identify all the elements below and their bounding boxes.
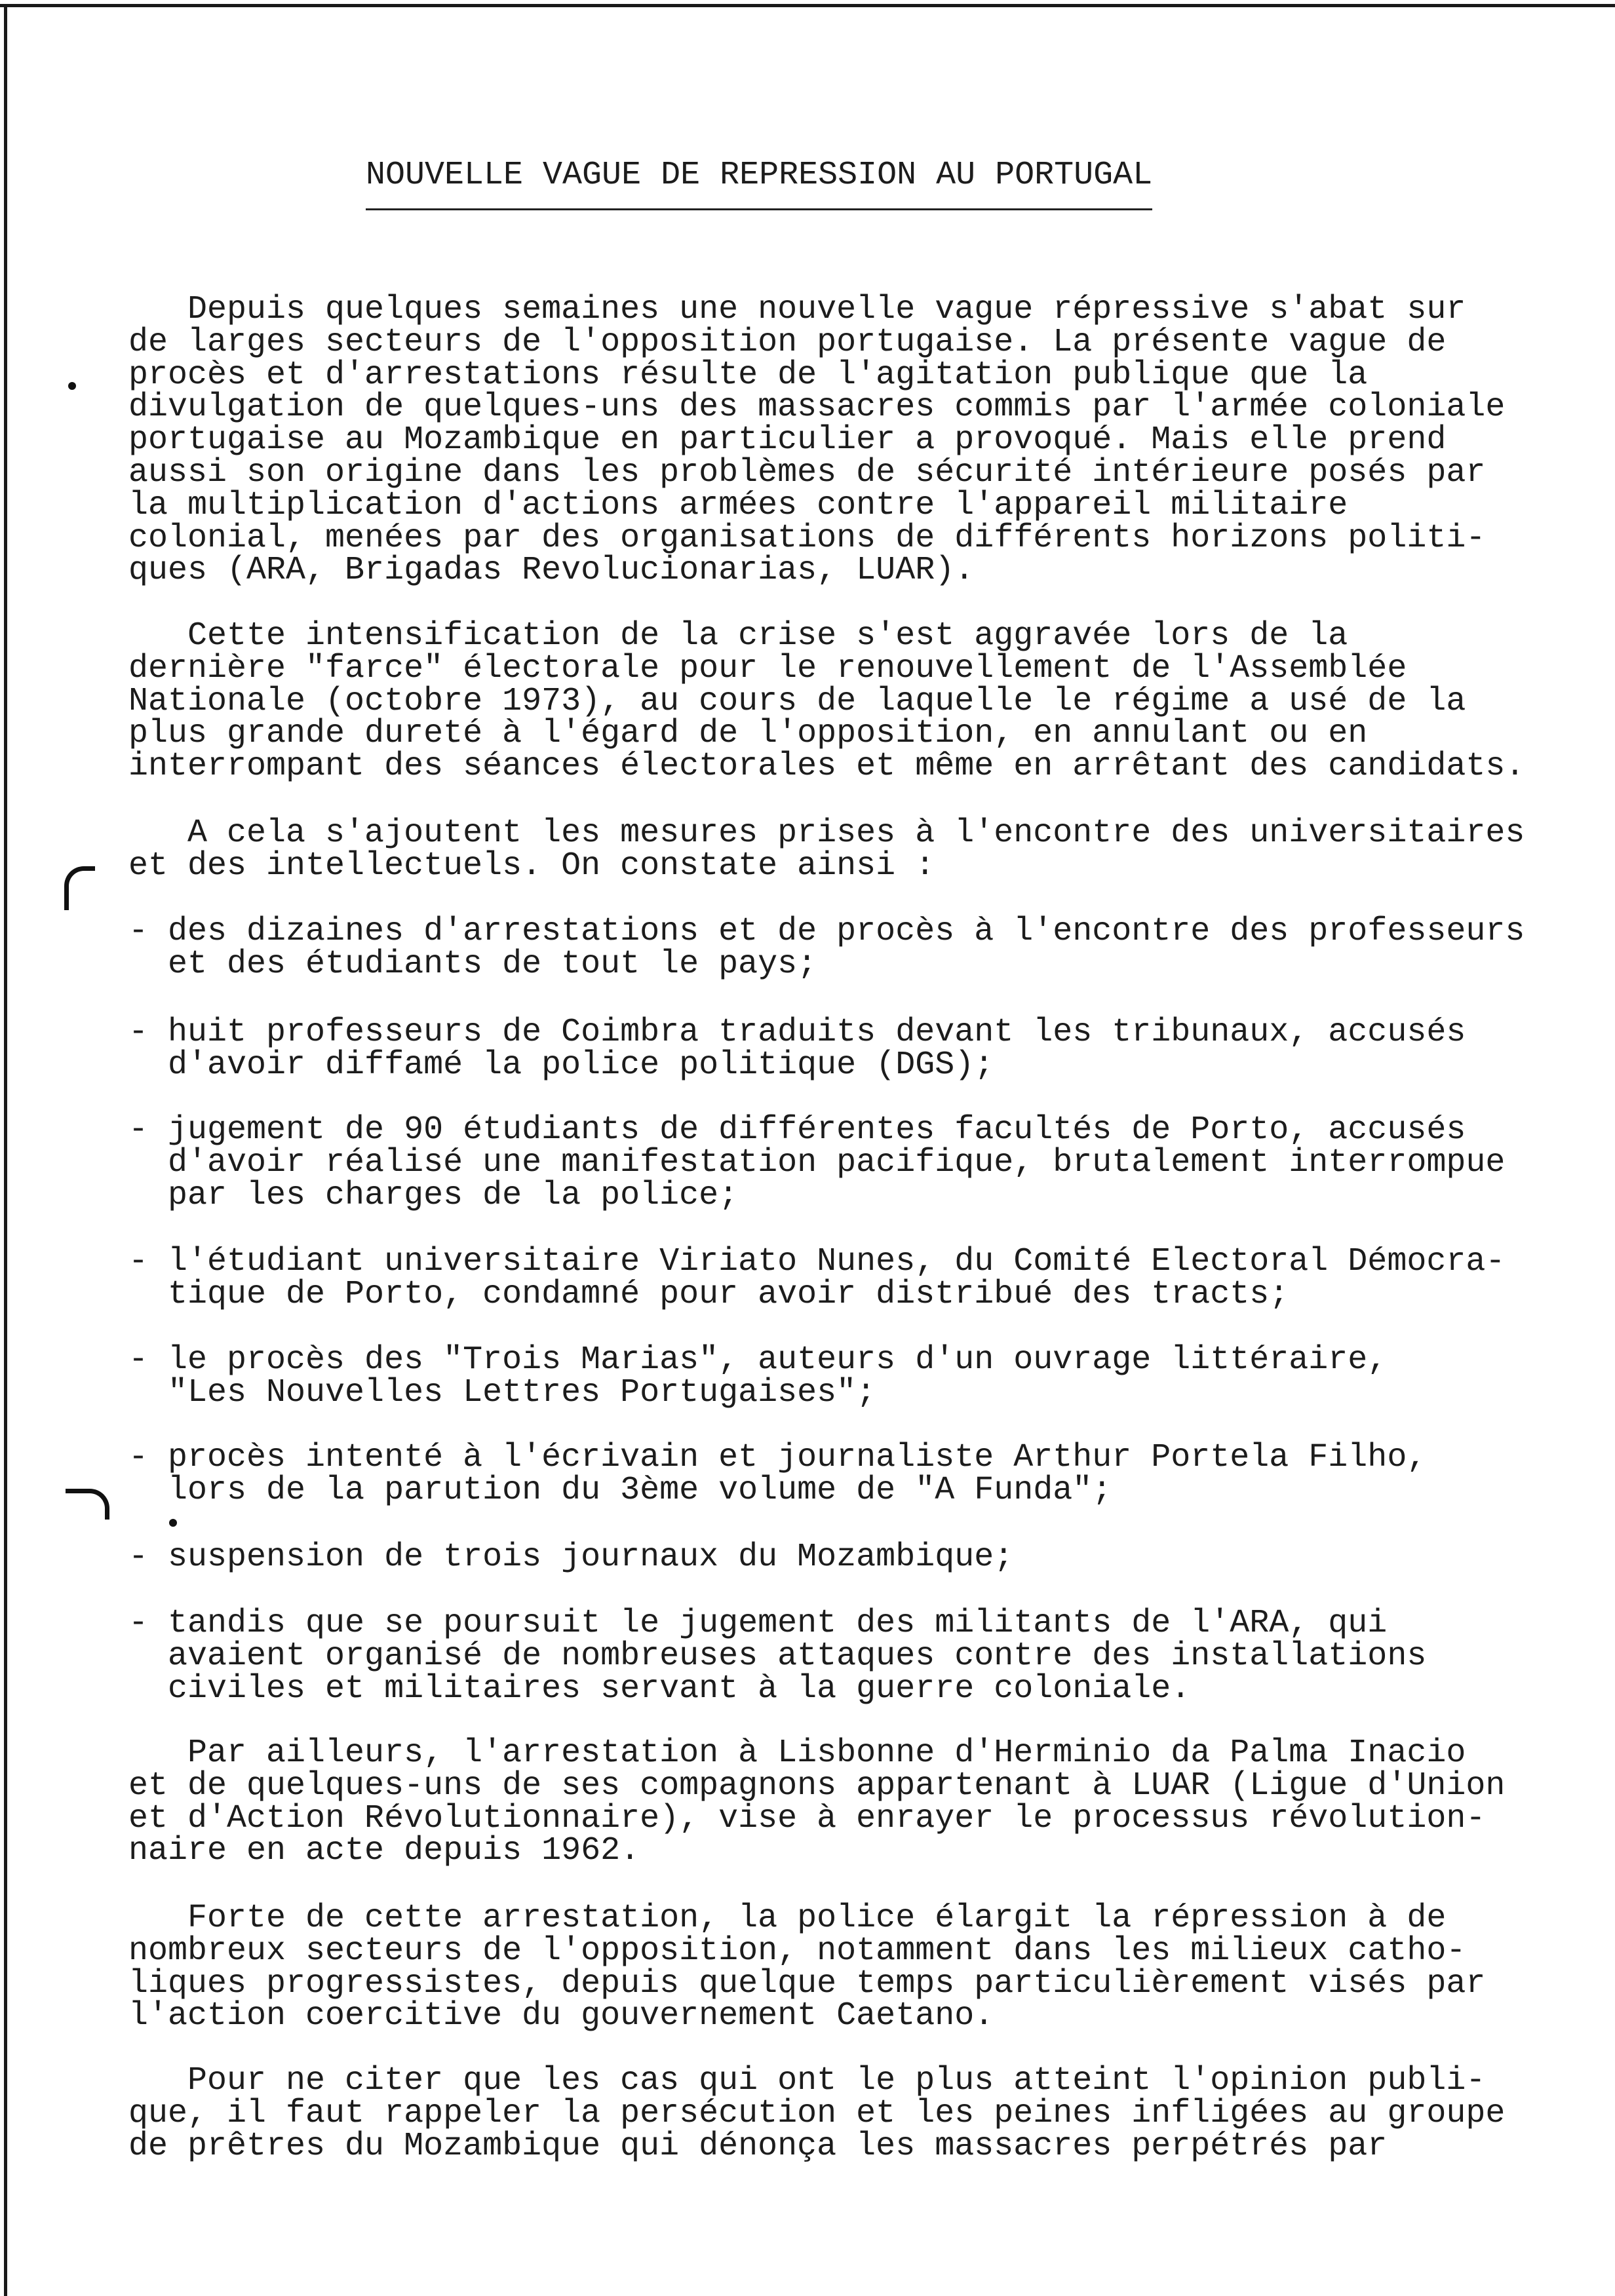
paragraph-intro: Depuis quelques semaines une nouvelle vague répressive s'abat sur de larges secteurs de l'opposition portugaise. La présente vague de procès et d'arrestations résulte de l'agitation publique que la divulgation de quelques-uns des massacres commis par l'armée coloniale portugaise au Mozambique en particulier a provoqué. Mais elle prend aussi son origine dans les problèmes de sécurité intérieure posés par la multiplication d'actions armées contre l'appareil militaire colonial, menées par des organisations de différents horizons politi- ques (ARA, Brigadas Revolucionarias, LUAR).: [128, 291, 1506, 590]
paragraph-police: Forte de cette arrestation, la police élargit la répression à de nombreux secteurs de l'opposition, notamment dans les milieux catho- liques progressistes, depuis quelque temps particulièrement visés par l'action coercitive du gouvernement Caetano.: [128, 1900, 1486, 2035]
page-left-border: [4, 4, 7, 2296]
margin-bracket-mark: [64, 866, 95, 910]
paragraph-intellectuals: A cela s'ajoutent les mesures prises à l'encontre des universitaires et des intellectuels. On constate ainsi :: [128, 814, 1525, 885]
list-item: - le procès des "Trois Marias", auteurs d'un ouvrage littéraire, "Les Nouvelles Lettres Portugaises";: [128, 1341, 1388, 1411]
title-underline: [366, 208, 1152, 210]
list-item: - huit professeurs de Coimbra traduits devant les tribunaux, accusés d'avoir diffamé la police politique (DGS);: [128, 1014, 1466, 1084]
list-item: - tandis que se poursuit le jugement des militants de l'ARA, qui avaient organisé de nombreuses attaques contre des installations civiles et militaires servant à la guerre coloniale.: [128, 1605, 1427, 1708]
list-item: - procès intenté à l'écrivain et journaliste Arthur Portela Filho, lors de la parution du 3ème volume de "A Funda";: [128, 1439, 1427, 1509]
page-top-border: [0, 4, 1615, 7]
list-item: - des dizaines d'arrestations et de procès à l'encontre des professeurs et des étudiants de tout le pays;: [128, 913, 1525, 983]
margin-bracket-mark: [66, 1489, 109, 1520]
list-item: - jugement de 90 étudiants de différentes facultés de Porto, accusés d'avoir réalisé une manifestation pacifique, brutalement interrompue par les charges de la police;: [128, 1111, 1506, 1214]
document-title: NOUVELLE VAGUE DE REPRESSION AU PORTUGAL: [366, 157, 1153, 194]
list-item: - suspension de trois journaux du Mozambique;: [128, 1539, 1014, 1576]
margin-dot-mark: [68, 382, 76, 390]
paragraph-priests: Pour ne citer que les cas qui ont le plus atteint l'opinion publi- que, il faut rappeler la persécution et les peines infligées au groupe de prêtres du Mozambique qui dénonça les massacres perpétrés par: [128, 2062, 1506, 2165]
margin-dot-mark: [169, 1519, 177, 1527]
list-item: - l'étudiant universitaire Viriato Nunes, du Comité Electoral Démocra- tique de Porto, condamné pour avoir distribué des tracts;: [128, 1243, 1506, 1313]
paragraph-arrest: Par ailleurs, l'arrestation à Lisbonne d'Herminio da Palma Inacio et de quelques-uns de ses compagnons appartenant à LUAR (Ligue d'Union et d'Action Révolutionnaire), vise à enrayer le processus révolution- naire en acte depuis 1962.: [128, 1734, 1506, 1870]
paragraph-elections: Cette intensification de la crise s'est aggravée lors de la dernière "farce" électorale pour le renouvellement de l'Assemblée Nationale (octobre 1973), au cours de laquelle le régime a usé de la plus grande dureté à l'égard de l'opposition, en annulant ou en interrompant des séances électorales et même en arrêtant des candidats.: [128, 617, 1525, 786]
